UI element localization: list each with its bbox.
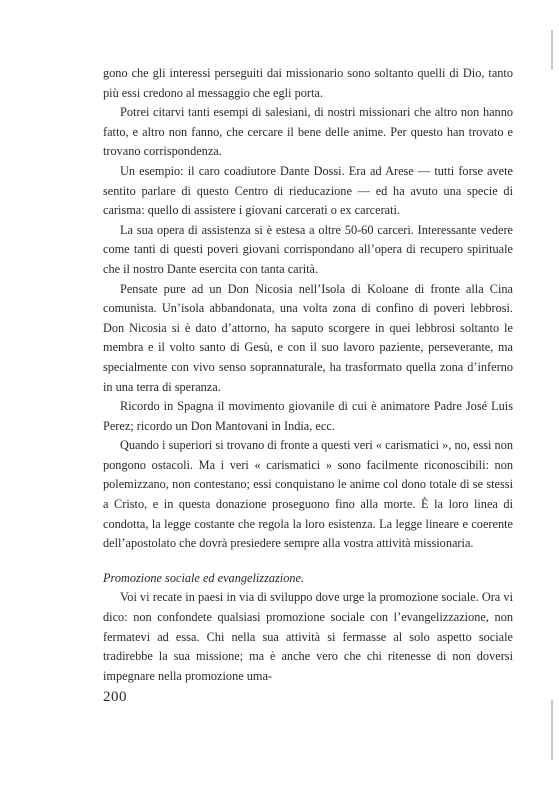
paragraph-spain-india: Ricordo in Spagna il movimento giovanile di cui è animatore Padre José Luis Perez; ricordo un Don Mantovani in India, ecc. xyxy=(103,399,513,433)
paragraph-salesian-examples: Potrei citarvi tanti esempi di salesiani, di nostri missionari che altro non hanno fatto, e altro non fanno, che cercare il bene delle anime. Per questo han trovato e trovano corrispondenza. xyxy=(103,105,513,159)
page-number: 200 xyxy=(103,689,127,705)
paragraph-social-promotion: Voi vi recate in paesi in via di sviluppo dove urge la promozione sociale. Ora vi dico: non confondete qualsiasi promozione sociale con l’evangelizzazione, non fermatevi ad essa. Chi nella sua attività si fermasse al solo aspetto sociale tradirebbe la sua missione; ma è anche vero che chi ritenesse di non doversi impegnare nella promozione uma- xyxy=(103,590,513,683)
body-text xyxy=(103,64,513,686)
section-heading: Promozione sociale ed evangelizzazione. xyxy=(103,570,305,585)
scan-edge-mark xyxy=(551,700,553,760)
paragraph-dante-dossi: Un esempio: il caro coadiutore Dante Dossi. Era ad Arese — tutti forse avete sentito parlare di questo Centro di rieducazione — ed ha avuto una specie di carisma: quello di assistere i giovani carcerati o ex carcerati. xyxy=(103,163,513,218)
paragraph-charismatics: Quando i superiori si trovano di fronte a questi veri « carismatici », no, essi non pongono ostacoli. Ma i veri « carismatici » sono facilmente riconoscibili: non polemizzano, non contestano; essi conquistano le anime col dono totale di se stessi a Cristo, e in questa donazione proseguono fino alla morte. È la loro linea di condotta, la legge costante che regola la loro esistenza. La legge lineare e coerente dell’apostolato che dovrà presiedere sempre alla vostra attività missionaria. xyxy=(103,438,513,551)
paragraph-continuation: gono che gli interessi perseguiti dai missionario sono soltanto quelli di Dio, tanto più essi credono al messaggio che egli porta. xyxy=(103,66,513,100)
scan-edge-mark xyxy=(551,30,553,70)
paragraph-prison-assistance: La sua opera di assistenza si è estesa a oltre 50-60 carceri. Interessante vedere come tanti di questi poveri giovani corrispondano all’opera di recupero spirituale che il nostro Dante esercita con tanta carità. xyxy=(103,222,513,276)
paragraph-don-nicosia: Pensate pure ad un Don Nicosia nell’Isola di Koloane di fronte alla Cina comunista. Un’isola abbandonata, una volta zona di confino di poveri lebbrosi. Don Nicosia si è dato d’attorno, ha saputo scorgere in quei lebbrosi soltanto le membra e il volto santo di Gesù, e con il suo lavoro paziente, perseverante, ma specialmente con vivo senso soprannaturale, ha trasformato quella zona d’inferno in una terra di speranza. xyxy=(103,281,513,394)
